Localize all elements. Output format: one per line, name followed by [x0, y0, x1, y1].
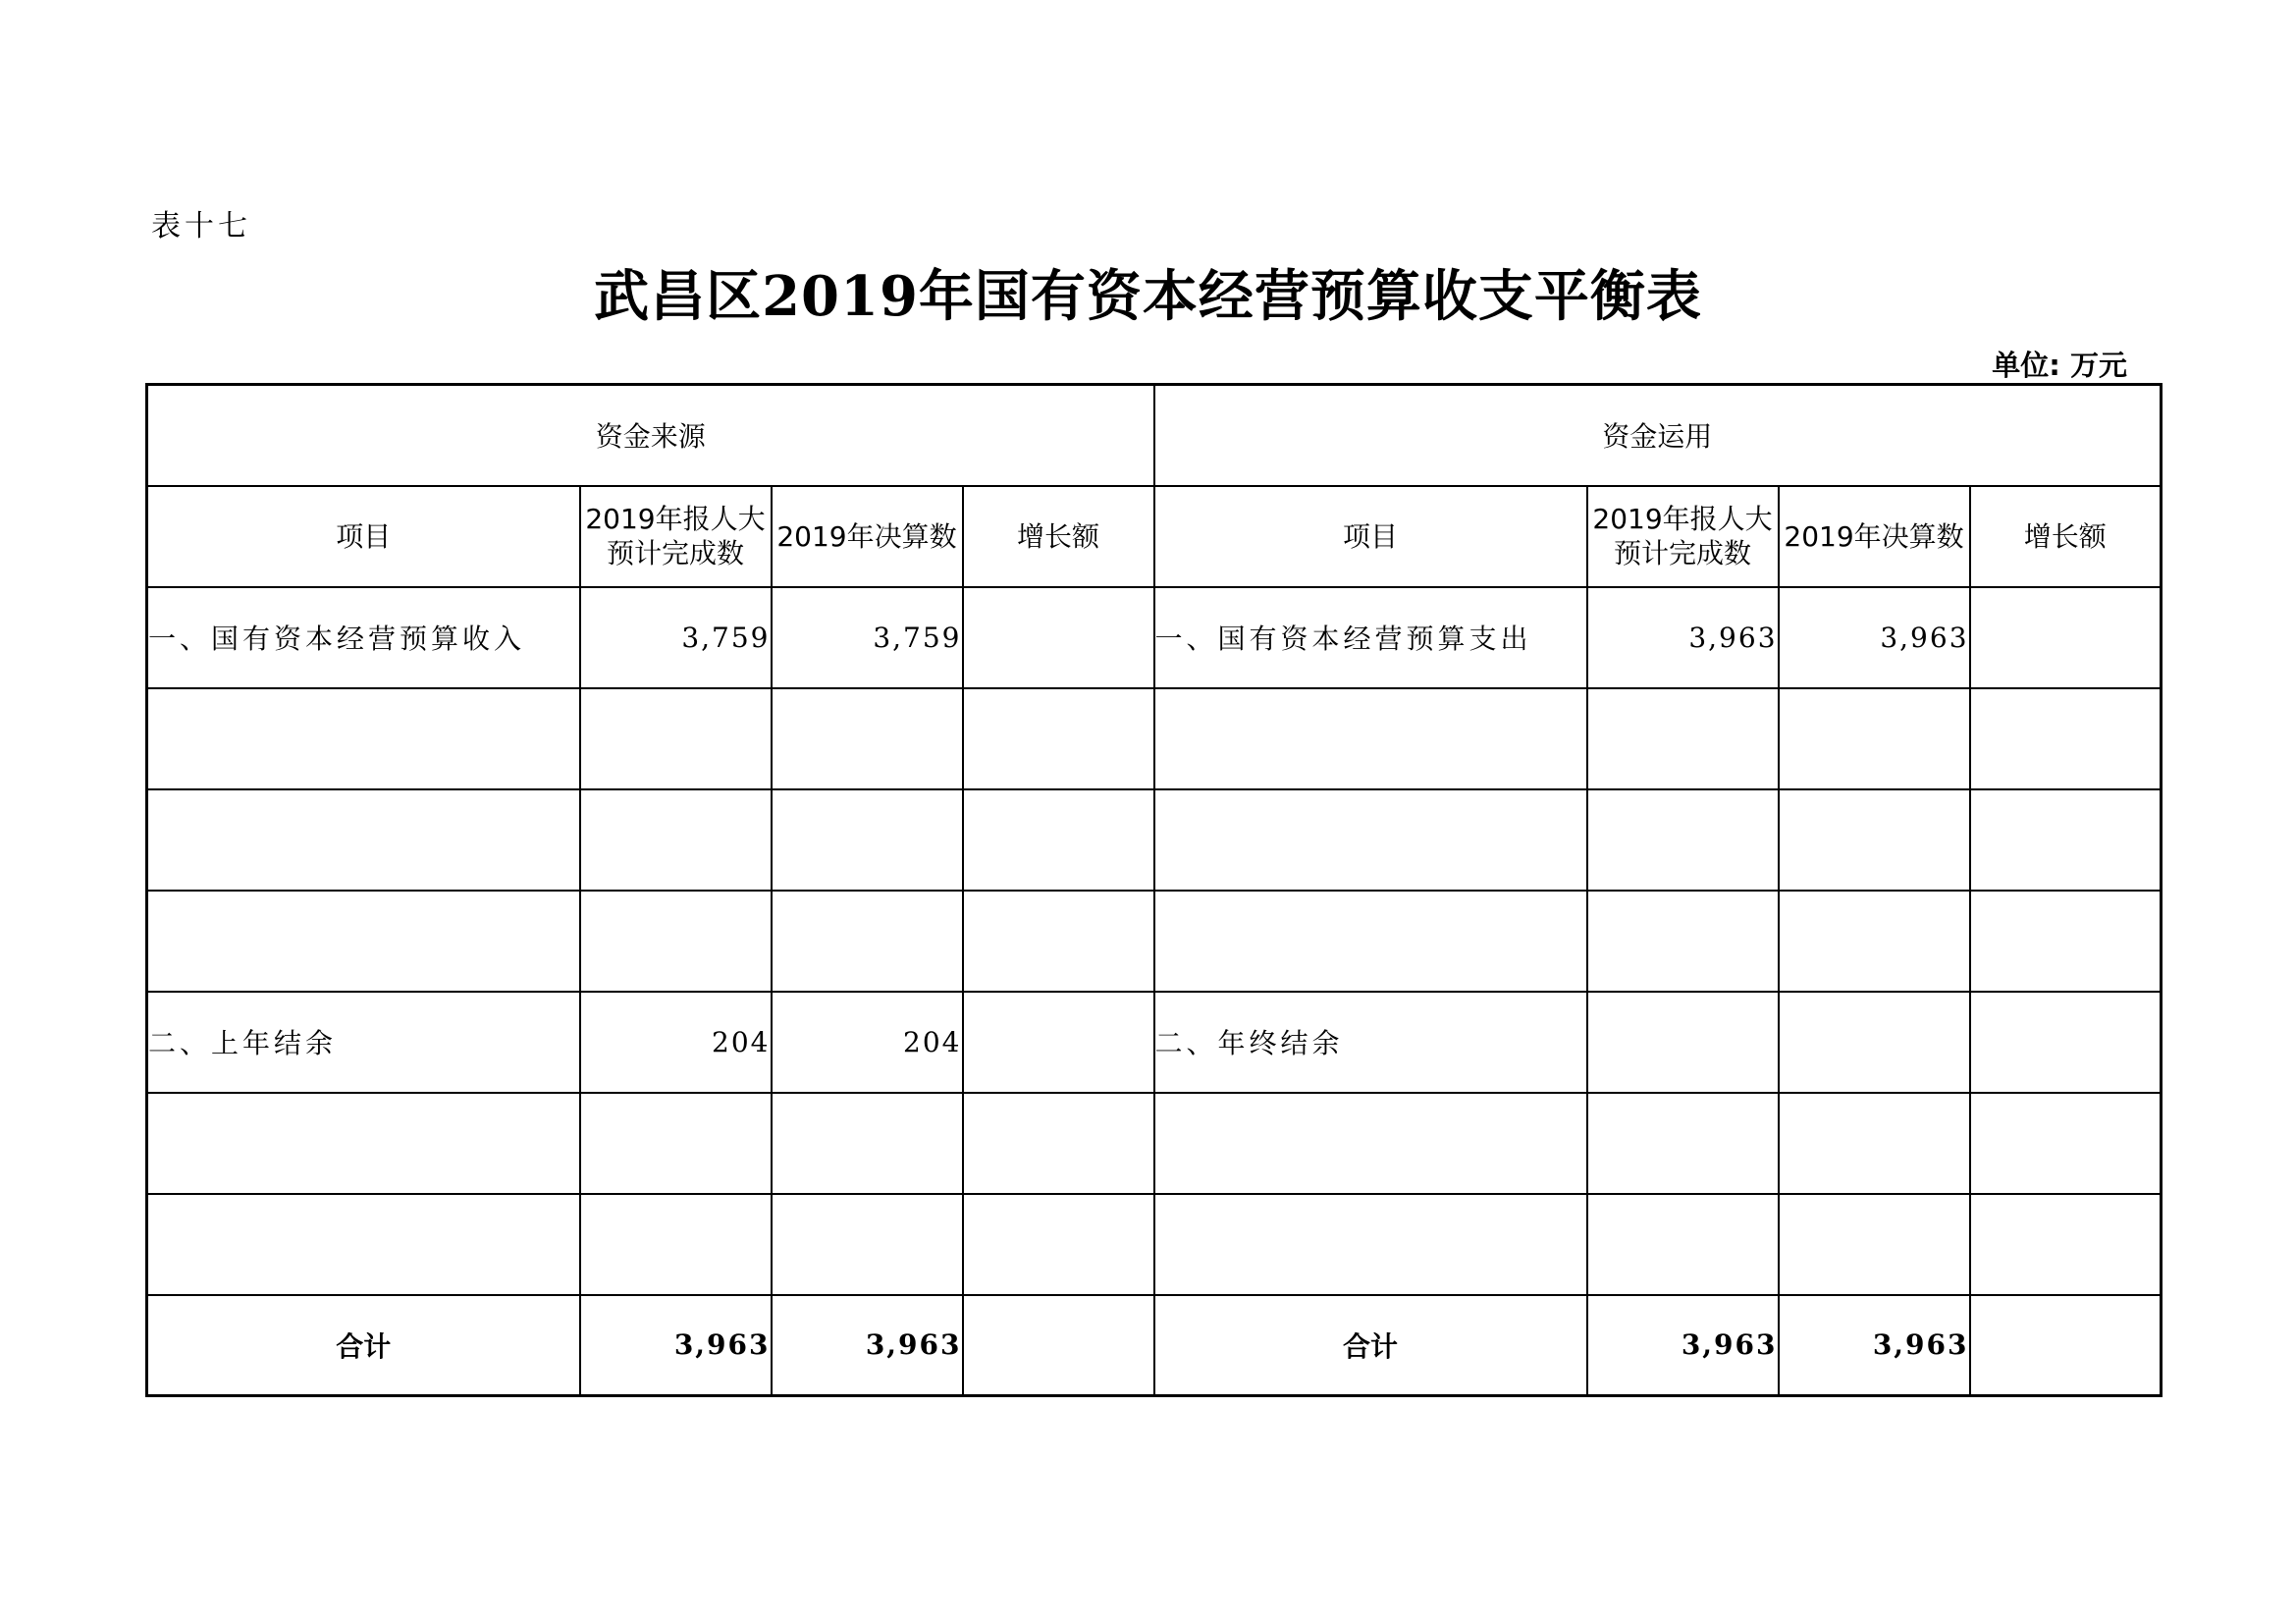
total-cell: 3,963 — [772, 1295, 963, 1396]
value-cell — [1587, 789, 1779, 891]
value-cell — [963, 992, 1154, 1093]
table-row — [147, 1194, 2162, 1295]
item-cell — [147, 1093, 580, 1194]
value-cell — [1970, 587, 2162, 688]
value-cell — [1587, 1093, 1779, 1194]
table-label: 表十七 — [151, 209, 251, 244]
col-budget: 2019年报人大预计完成数 — [1587, 486, 1779, 587]
total-cell: 3,963 — [1587, 1295, 1779, 1396]
item-cell — [147, 789, 580, 891]
item-cell — [147, 688, 580, 789]
item-cell — [1154, 688, 1587, 789]
value-cell — [1970, 992, 2162, 1093]
value-cell — [963, 891, 1154, 992]
total-label: 合计 — [147, 1295, 580, 1396]
col-item: 项目 — [1154, 486, 1587, 587]
col-final: 2019年决算数 — [772, 486, 963, 587]
value-cell — [580, 891, 772, 992]
value-cell — [580, 1194, 772, 1295]
value-cell: 3,759 — [772, 587, 963, 688]
item-cell — [1154, 891, 1587, 992]
value-cell: 204 — [580, 992, 772, 1093]
item-cell — [147, 891, 580, 992]
value-cell — [772, 891, 963, 992]
total-cell: 3,963 — [580, 1295, 772, 1396]
value-cell — [1587, 992, 1779, 1093]
item-cell: 一、国有资本经营预算收入 — [147, 587, 580, 688]
page-title: 武昌区2019年国有资本经营预算收支平衡表 — [594, 264, 1702, 329]
value-cell — [1779, 1093, 1970, 1194]
value-cell — [772, 1093, 963, 1194]
value-cell — [1587, 688, 1779, 789]
item-cell — [1154, 1093, 1587, 1194]
total-cell — [963, 1295, 1154, 1396]
value-cell: 3,963 — [1779, 587, 1970, 688]
item-cell — [1154, 1194, 1587, 1295]
value-cell — [580, 688, 772, 789]
item-cell: 二、年终结余 — [1154, 992, 1587, 1093]
value-cell — [1779, 1194, 1970, 1295]
value-cell — [772, 688, 963, 789]
section-use: 资金运用 — [1154, 385, 2162, 486]
value-cell: 3,963 — [1587, 587, 1779, 688]
table-row — [147, 891, 2162, 992]
value-cell — [580, 1093, 772, 1194]
table-row — [147, 992, 2162, 1093]
value-cell — [1587, 891, 1779, 992]
value-cell — [580, 789, 772, 891]
value-cell — [1779, 789, 1970, 891]
value-cell — [963, 587, 1154, 688]
balance-table — [145, 383, 2163, 1397]
value-cell — [1779, 992, 1970, 1093]
col-item: 项目 — [147, 486, 580, 587]
table-row — [147, 789, 2162, 891]
col-budget: 2019年报人大预计完成数 — [580, 486, 772, 587]
value-cell — [1779, 688, 1970, 789]
table-row — [147, 1093, 2162, 1194]
item-cell — [1154, 789, 1587, 891]
value-cell — [963, 789, 1154, 891]
total-cell: 3,963 — [1779, 1295, 1970, 1396]
item-cell: 一、国有资本经营预算支出 — [1154, 587, 1587, 688]
value-cell — [963, 1194, 1154, 1295]
table-row — [147, 688, 2162, 789]
value-cell — [1970, 891, 2162, 992]
value-cell — [1970, 688, 2162, 789]
item-cell: 二、上年结余 — [147, 992, 580, 1093]
value-cell: 3,759 — [580, 587, 772, 688]
value-cell: 204 — [772, 992, 963, 1093]
value-cell — [963, 1093, 1154, 1194]
total-cell — [1970, 1295, 2162, 1396]
value-cell — [1970, 1093, 2162, 1194]
value-cell — [1779, 891, 1970, 992]
value-cell — [1970, 1194, 2162, 1295]
col-growth: 增长额 — [963, 486, 1154, 587]
table-row — [147, 587, 2162, 688]
total-label: 合计 — [1154, 1295, 1587, 1396]
unit-label: 单位: 万元 — [1992, 349, 2127, 382]
value-cell — [772, 1194, 963, 1295]
col-final: 2019年决算数 — [1779, 486, 1970, 587]
value-cell — [963, 688, 1154, 789]
column-header-row — [147, 486, 2162, 587]
item-cell — [147, 1194, 580, 1295]
section-source: 资金来源 — [147, 385, 1154, 486]
value-cell — [772, 789, 963, 891]
value-cell — [1587, 1194, 1779, 1295]
total-row — [147, 1295, 2162, 1396]
section-header-row — [147, 385, 2162, 486]
value-cell — [1970, 789, 2162, 891]
col-growth: 增长额 — [1970, 486, 2162, 587]
